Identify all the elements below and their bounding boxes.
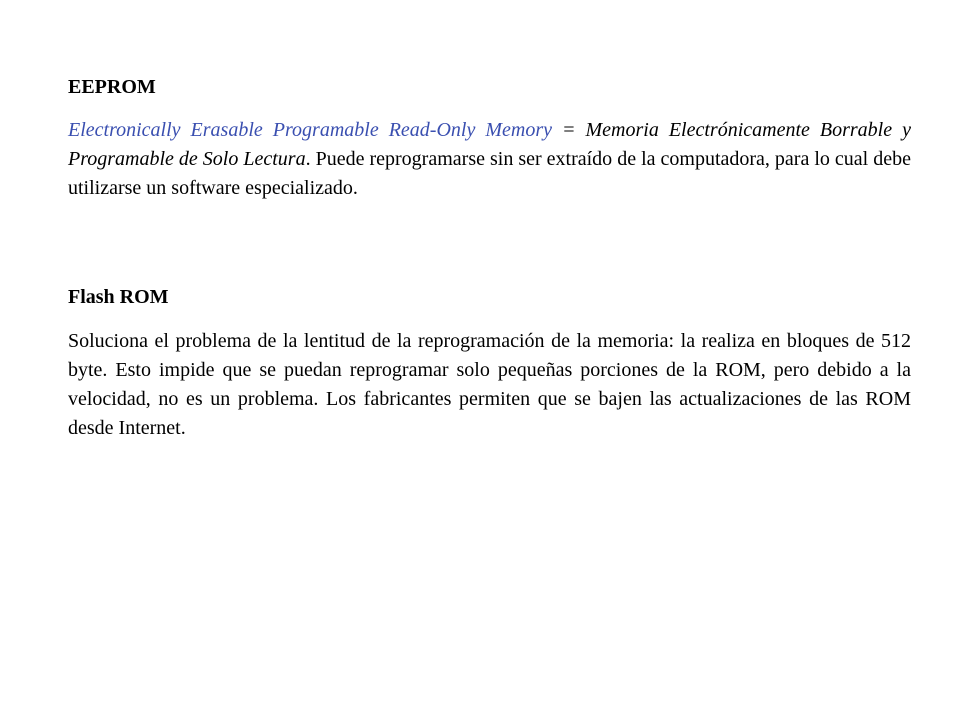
eeprom-term: Electronically Erasable Programable Read-Only Memory (68, 119, 552, 141)
eeprom-translation: Memoria Electrónicamente Borrable y Programable de Solo Lectura (68, 119, 911, 170)
flash-rom-heading: Flash ROM (68, 286, 169, 308)
equals-sign: = (551, 119, 586, 141)
eeprom-paragraph (68, 116, 911, 203)
slide-content (68, 72, 911, 443)
eeprom-body: . Puede reprogramarse sin ser extraído de la computadora, para lo cual debe utilizarse un software especializado. (68, 148, 911, 199)
flash-rom-paragraph: Soluciona el problema de la lentitud de la reprogramación de la memoria: la realiza en bloques de 512 byte. Esto impide que se puedan reprogramar solo pequeñas porciones de la ROM, pero debido a la velocidad, no es un problema. Los fabricantes permiten que se bajen las actualizaciones de las ROM desde Internet. (68, 330, 911, 439)
eeprom-heading: EEPROM (68, 76, 156, 98)
